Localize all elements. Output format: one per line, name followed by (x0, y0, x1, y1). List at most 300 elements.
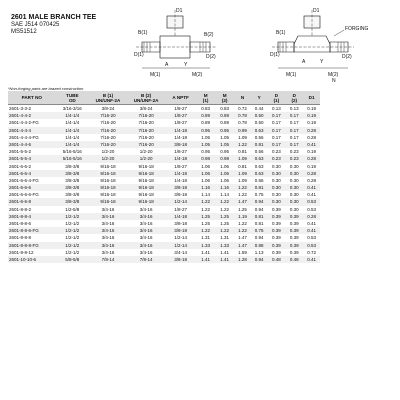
table-cell: 1.28 (234, 256, 251, 263)
table-cell: 0.23 (268, 148, 286, 155)
d1-dim-label-left: D(1) (134, 52, 144, 58)
table-cell: 0.30 (268, 191, 286, 198)
table-cell: 0.41 (303, 184, 320, 191)
table-cell: 0.39 (285, 234, 303, 241)
table-cell: 1/4-18 (165, 155, 196, 162)
table-cell: 1.25 (234, 206, 251, 213)
table-cell: 0.30 (285, 170, 303, 177)
table-cell: 0.30 (285, 198, 303, 205)
table-cell: 1/2-1/2 (56, 213, 89, 220)
a-label-left: A (165, 62, 169, 68)
table-cell: 3/8-3/8 (56, 198, 89, 205)
table-cell: 3/8-3/8 (56, 170, 89, 177)
table-cell: 9/16-18 (89, 177, 127, 184)
table-cell: 0.28 (303, 127, 320, 134)
table-cell: 0.41 (303, 256, 320, 263)
table-row (8, 163, 320, 170)
table-cell: 0.30 (285, 163, 303, 170)
table-row (8, 213, 320, 220)
table-cell: 0.83 (215, 105, 234, 113)
table-cell: 1.16 (215, 184, 234, 191)
table-cell: 0.39 (268, 213, 286, 220)
table-cell: 0.89 (215, 119, 234, 126)
a-label-right: A (302, 59, 306, 65)
table-cell: 1/8-27 (165, 148, 196, 155)
table-cell: 1.41 (215, 249, 234, 256)
table-cell: 1.33 (215, 242, 234, 249)
column-header: D (1) (268, 91, 286, 105)
table-cell: 1.41 (215, 256, 234, 263)
table-cell: 1.25 (215, 213, 234, 220)
table-row (8, 256, 320, 263)
table-cell: 0.98 (215, 155, 234, 162)
table-cell: 1.22 (196, 206, 215, 213)
table-cell: 1/2-1/2 (56, 249, 89, 256)
table-row (8, 234, 320, 241)
table-cell: 1.05 (215, 141, 234, 148)
table-cell: 1/4-1/4 (56, 141, 89, 148)
b1-label-left: B(1) (138, 30, 148, 36)
y-label-left: Y (184, 62, 188, 68)
table-cell: 3/4-16 (127, 234, 165, 241)
part-number-cell: 2601-4-4-4-FG (8, 134, 56, 141)
table-cell: 0.56 (251, 148, 268, 155)
part-number-cell: 2601-6-6-6 (8, 184, 56, 191)
table-cell: 0.30 (268, 170, 286, 177)
table-cell: 0.53 (303, 242, 320, 249)
table-cell: 1.13 (251, 249, 268, 256)
table-cell: 0.75 (251, 191, 268, 198)
table-cell: 1/8-27 (165, 105, 196, 113)
table-cell: 0.28 (303, 155, 320, 162)
table-cell: 0.28 (303, 134, 320, 141)
table-cell: 0.63 (251, 127, 268, 134)
table-cell: 0.94 (251, 198, 268, 205)
table-cell: 0.13 (268, 105, 286, 113)
table-cell: 1.25 (196, 213, 215, 220)
table-cell: 3/4-16 (89, 249, 127, 256)
table-cell: 1.05 (196, 141, 215, 148)
table-cell: 0.30 (285, 177, 303, 184)
table-cell: 1/4-1/4 (56, 127, 89, 134)
table-cell: 0.63 (251, 163, 268, 170)
table-cell: 1.33 (196, 242, 215, 249)
b2-label-left: B(2) (204, 32, 214, 38)
table-cell: 0.95 (215, 148, 234, 155)
table-cell: 1/2-1/2 (56, 227, 89, 234)
table-cell: 5/16-5/16 (56, 148, 89, 155)
table-cell: 0.28 (303, 177, 320, 184)
table-cell: 7/16-20 (89, 119, 127, 126)
part-number-cell: 2601-4-4-6 (8, 141, 56, 148)
table-cell: 1/2-20 (127, 148, 165, 155)
column-header: PART NO (8, 91, 56, 105)
table-cell: 0.19 (303, 105, 320, 113)
table-cell: 3/4-16 (127, 220, 165, 227)
table-cell: 1.09 (234, 170, 251, 177)
table-cell: 1.06 (196, 170, 215, 177)
table-cell: 0.17 (268, 134, 286, 141)
table-cell: 0.41 (303, 191, 320, 198)
table-cell: 3/4-16 (127, 227, 165, 234)
table-cell: 0.94 (251, 234, 268, 241)
table-cell: 9/16-18 (89, 170, 127, 177)
table-cell: 1.22 (215, 206, 234, 213)
table-cell: 3/8-18 (165, 191, 196, 198)
table-cell: 0.41 (303, 220, 320, 227)
table-cell: 1.41 (196, 256, 215, 263)
part-number-cell: 2601-8-8-4 (8, 213, 56, 220)
table-cell: 0.94 (251, 206, 268, 213)
table-cell: 0.95 (215, 127, 234, 134)
column-header: TUBE OD (56, 91, 89, 105)
table-cell: 0.19 (303, 148, 320, 155)
table-cell: 0.95 (196, 148, 215, 155)
table-cell: 5/16-5/16 (56, 155, 89, 162)
table-cell: 0.30 (268, 198, 286, 205)
table-cell: 1/4-1/4 (56, 112, 89, 119)
table-cell: 1/2-20 (89, 155, 127, 162)
standard-ms: MS51512 (11, 29, 37, 35)
table-row (8, 227, 320, 234)
forged-body (294, 36, 330, 52)
product-title: 2601 MALE BRANCH TEE (11, 14, 97, 21)
table-cell: 1/2-20 (89, 148, 127, 155)
table-cell: 3/8-24 (89, 105, 127, 113)
table-cell: 0.48 (268, 256, 286, 263)
table-cell: 1.22 (234, 191, 251, 198)
table-cell: 1.22 (234, 220, 251, 227)
n-label-right: N (332, 78, 336, 84)
table-cell: 1.25 (196, 220, 215, 227)
y-label-right: Y (320, 59, 324, 65)
table-cell: 1.22 (215, 227, 234, 234)
table-row (8, 134, 320, 141)
table-cell: 1.47 (234, 242, 251, 249)
part-number-cell: 2601-6-6-8 (8, 198, 56, 205)
table-cell: 1/2-14 (165, 198, 196, 205)
column-header: N (234, 91, 251, 105)
table-row (8, 155, 320, 162)
table-cell: 1.09 (234, 155, 251, 162)
table-cell: 0.30 (268, 177, 286, 184)
table-cell: 7/16-20 (89, 112, 127, 119)
d1-label-right: D1 (313, 8, 320, 14)
table-cell: 0.81 (234, 148, 251, 155)
table-cell: 0.44 (251, 105, 268, 113)
table-cell: 0.63 (251, 155, 268, 162)
part-number-cell: 2601-8-8-12 (8, 249, 56, 256)
table-cell: 9/16-18 (89, 198, 127, 205)
table-cell: 0.19 (303, 119, 320, 126)
table-cell: 1.06 (215, 163, 234, 170)
table-cell: 1/2-1/2 (56, 234, 89, 241)
brazed-tee-view (136, 10, 216, 68)
table-cell: 1/8-27 (165, 112, 196, 119)
table-cell: 7/16-20 (89, 141, 127, 148)
table-cell: 1.22 (234, 141, 251, 148)
table-cell: 1.14 (196, 191, 215, 198)
table-cell: 1.31 (215, 234, 234, 241)
table-row (8, 105, 320, 113)
table-cell: 7/8-14 (89, 256, 127, 263)
table-cell: 7/16-20 (127, 141, 165, 148)
column-header: A NPTF (165, 91, 196, 105)
table-body (8, 105, 320, 264)
table-cell: 1/4-18 (165, 127, 196, 134)
table-cell: 3/8-3/8 (56, 191, 89, 198)
table-cell: 1.31 (196, 234, 215, 241)
table-cell: 0.39 (285, 213, 303, 220)
table-cell: 0.13 (285, 105, 303, 113)
table-cell: 7/16-20 (127, 127, 165, 134)
table-cell: 1.06 (196, 163, 215, 170)
part-number-cell: 2601-10-10-6 (8, 256, 56, 263)
table-cell: 1.59 (234, 249, 251, 256)
table-cell: 1.25 (215, 220, 234, 227)
table-cell: 0.17 (285, 134, 303, 141)
column-header: M (2) (215, 91, 234, 105)
table-row (8, 206, 320, 213)
table-cell: 1/2-1/2 (56, 242, 89, 249)
part-number-cell: 2601-8-8-8-FG (8, 242, 56, 249)
table-cell: 3/8-18 (165, 184, 196, 191)
table-cell: 0.81 (251, 213, 268, 220)
table-cell: 3/4-16 (89, 234, 127, 241)
table-cell: 0.41 (303, 141, 320, 148)
table-cell: 1/2-1/2 (56, 220, 89, 227)
column-header: B (1) UN/UNF-2A (89, 91, 127, 105)
table-cell: 0.81 (251, 220, 268, 227)
table-cell: 9/16-18 (89, 191, 127, 198)
table-cell: 0.17 (268, 112, 286, 119)
table-cell: 0.23 (285, 148, 303, 155)
table-cell: 0.81 (251, 141, 268, 148)
table-cell: 0.19 (303, 163, 320, 170)
table-cell: 3/8-3/8 (56, 177, 89, 184)
table-cell: 0.95 (196, 127, 215, 134)
table-cell: 1/4-1/4 (56, 134, 89, 141)
table-cell: 0.53 (303, 198, 320, 205)
table-cell: 9/16-18 (127, 198, 165, 205)
table-row (8, 112, 320, 119)
m1-label-left: M(1) (150, 72, 161, 78)
table-cell: 0.23 (268, 155, 286, 162)
part-number-cell: 2601-8-8-6 (8, 220, 56, 227)
part-number-cell: 2601-6-6-2 (8, 163, 56, 170)
table-cell: 0.19 (303, 112, 320, 119)
table-cell: 1/4-18 (165, 134, 196, 141)
table-cell: 1/8-27 (165, 206, 196, 213)
table-cell: 9/16-18 (127, 184, 165, 191)
table-cell: 0.17 (285, 119, 303, 126)
forging-leader (334, 30, 344, 36)
column-header: B (2) UN/UNF-2A (127, 91, 165, 105)
m2-label-right: M(2) (328, 72, 339, 78)
table-cell: 0.63 (251, 170, 268, 177)
table-row (8, 242, 320, 249)
table-cell: 3/4-16 (89, 206, 127, 213)
table-cell: 1.22 (196, 198, 215, 205)
d2-dim-label-left: D(2) (206, 54, 216, 60)
table-cell: 0.50 (251, 112, 268, 119)
table-cell: 0.39 (268, 249, 286, 256)
table-cell: 3/4-16 (89, 227, 127, 234)
table-cell: 0.30 (285, 191, 303, 198)
table-cell: 1/4-18 (165, 213, 196, 220)
part-number-cell: 2601-5-5-2 (8, 148, 56, 155)
table-cell: 1.06 (215, 177, 234, 184)
table-row (8, 191, 320, 198)
part-number-cell: 2601-8-8-8 (8, 234, 56, 241)
part-number-cell: 2601-4-4-4 (8, 127, 56, 134)
part-number-cell: 2601-6-6-4 (8, 170, 56, 177)
table-cell: 0.81 (251, 184, 268, 191)
table-row (8, 148, 320, 155)
part-number-cell: 2601-8-8-6-FG (8, 227, 56, 234)
table-cell: 1/4-1/4 (56, 119, 89, 126)
table-cell: 7/16-20 (127, 112, 165, 119)
table-row (8, 198, 320, 205)
table-cell: 3/4-14 (165, 249, 196, 256)
table-row (8, 220, 320, 227)
table-row (8, 177, 320, 184)
table-cell: 0.17 (268, 127, 286, 134)
table-cell: 0.72 (234, 105, 251, 113)
table-cell: 0.17 (285, 141, 303, 148)
table-cell: 1.05 (196, 134, 215, 141)
table-cell: 0.53 (303, 206, 320, 213)
table-cell: 3/8-18 (165, 220, 196, 227)
part-number-cell: 2601-6-6-6-FG (8, 191, 56, 198)
table-cell: 0.41 (303, 227, 320, 234)
table-cell: 0.99 (234, 127, 251, 134)
table-cell: 0.83 (196, 105, 215, 113)
table-cell: 1/2-20 (127, 155, 165, 162)
table-cell: 7/16-20 (89, 127, 127, 134)
table-cell: 0.39 (285, 227, 303, 234)
table-cell: 3/4-16 (89, 220, 127, 227)
part-number-cell: 2601-4-4-2-FG (8, 119, 56, 126)
table-cell: 0.89 (196, 112, 215, 119)
table-cell: 7/16-20 (127, 134, 165, 141)
table-cell: 3/8-3/8 (56, 163, 89, 170)
table-cell: 7/16-20 (89, 134, 127, 141)
table-cell: 0.81 (234, 163, 251, 170)
m2-label-left: M(2) (192, 72, 203, 78)
table-cell: 0.23 (285, 155, 303, 162)
brazed-note: *Non-forging parts are brazed construction (8, 86, 84, 91)
column-header: D1 (303, 91, 320, 105)
table-cell: 0.17 (268, 119, 286, 126)
table-cell: 1.22 (234, 227, 251, 234)
table-row (8, 127, 320, 134)
table-cell: 0.28 (303, 170, 320, 177)
table-cell: 0.39 (285, 242, 303, 249)
d1-dim-label-right: D(1) (270, 52, 280, 58)
table-row (8, 170, 320, 177)
table-cell: 3/8-18 (165, 141, 196, 148)
part-number-cell: 2601-5-5-4 (8, 155, 56, 162)
table-cell: 1.47 (234, 234, 251, 241)
table-cell: 0.30 (268, 163, 286, 170)
table-cell: 0.48 (285, 256, 303, 263)
table-cell: 0.39 (268, 220, 286, 227)
table-cell: 0.30 (285, 206, 303, 213)
table-row (8, 119, 320, 126)
table-cell: 9/16-18 (127, 191, 165, 198)
table-cell: 5/8-5/8 (56, 256, 89, 263)
table-cell: 0.28 (303, 213, 320, 220)
table-cell: 3/4-16 (127, 213, 165, 220)
table-cell: 1.22 (234, 184, 251, 191)
table-cell: 0.39 (268, 206, 286, 213)
table-cell: 9/16-18 (89, 184, 127, 191)
table-cell: 0.39 (285, 220, 303, 227)
forging-label: FORGING (345, 26, 369, 32)
table-cell: 0.17 (285, 112, 303, 119)
table-cell: 3/8-3/8 (56, 184, 89, 191)
table-cell: 1.47 (234, 198, 251, 205)
table-cell: 1.09 (234, 177, 251, 184)
part-number-cell: 2601-6-6-4-FG (8, 177, 56, 184)
column-header: D (2) (285, 91, 303, 105)
table-cell: 0.30 (285, 184, 303, 191)
standard-sae: SAE J514 070425 (11, 22, 60, 28)
table-row (8, 184, 320, 191)
d2-dim-label-right: D(2) (342, 54, 352, 60)
table-cell: 1.22 (196, 227, 215, 234)
table-cell: 0.78 (234, 112, 251, 119)
table-cell: 0.39 (268, 227, 286, 234)
table-cell: 3/4-16 (89, 242, 127, 249)
table-cell: 0.17 (285, 127, 303, 134)
table-cell: 3/8-18 (165, 256, 196, 263)
dimension-table (8, 91, 320, 263)
part-number-cell: 2601-3-3-2 (8, 105, 56, 113)
table-cell: 0.98 (196, 155, 215, 162)
table-cell: 0.30 (268, 184, 286, 191)
table-cell: 1.16 (196, 184, 215, 191)
table-cell: 0.88 (251, 242, 268, 249)
title-block (11, 14, 96, 36)
table-cell: 0.94 (251, 256, 268, 263)
table-cell: 0.89 (215, 112, 234, 119)
table-cell: 0.39 (268, 234, 286, 241)
table-cell: 3/4-16 (127, 206, 165, 213)
table-cell: 1.19 (234, 213, 251, 220)
table-cell: 3/4-16 (127, 242, 165, 249)
table-cell: 9/16-18 (127, 177, 165, 184)
table-cell: 1/4-18 (165, 177, 196, 184)
part-number-cell: 2601-4-4-2 (8, 112, 56, 119)
table-cell: 3/8-24 (127, 105, 165, 113)
table-cell: 1.22 (215, 198, 234, 205)
table-row (8, 141, 320, 148)
table-cell: 3/8-18 (165, 227, 196, 234)
tee-fitting-drawing (120, 6, 400, 84)
table-cell: 0.56 (251, 134, 268, 141)
b1-label-right: B(1) (276, 30, 286, 36)
table-cell: 1.05 (215, 134, 234, 141)
table-cell: 1.06 (215, 170, 234, 177)
table-cell: 1.09 (234, 134, 251, 141)
table-cell: 1/4-18 (165, 170, 196, 177)
column-header: Y (251, 91, 268, 105)
table-cell: 9/16-18 (89, 163, 127, 170)
table-cell: 9/16-18 (127, 163, 165, 170)
table-cell: 9/16-18 (127, 170, 165, 177)
